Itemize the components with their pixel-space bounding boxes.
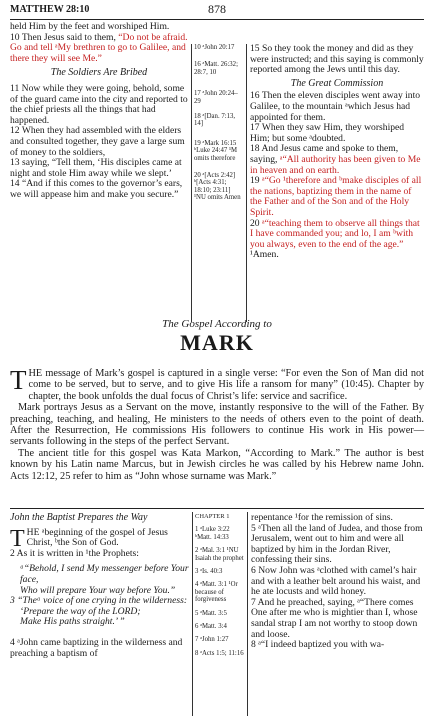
chapter-label: CHAPTER 1	[195, 513, 230, 520]
quotation-line: ‘Prepare the way of the LORD;	[20, 605, 141, 617]
verse-7: 7 And he preached, saying, ᵃ“There comes One after me who is mightier than I, whose sandal strap I am not worthy to stoop down and loose.	[251, 596, 418, 640]
verse-3: 3 “Theᵃ voice of one crying in the wilderness:	[10, 595, 188, 607]
verse-15: 15 So they took the money and did as they were instructed; and this saying is commonly reported among the Jews until this day.	[250, 43, 424, 76]
xref-4: 4 ᵃMatt. 3:1 ¹Or because of forgiveness	[195, 581, 238, 604]
section-rule	[10, 508, 424, 509]
words-of-christ: “Do not be afraid. Go and tell ᵃMy brethren to go to Galilee, and there they will see Me.”	[10, 31, 188, 64]
section-heading-soldiers: The Soldiers Are Bribed	[50, 67, 148, 79]
words-of-christ: ᵃ“Go ¹therefore and ᵇmake disciples of all the nations, baptizing them in the name of the Father and of the Son and of the Holy Spirit.	[250, 175, 422, 218]
intro-paragraph-1: THE message of Mark’s gospel is captured in a single verse: “For even the Son of Man did not come to be served, but to serve, and to give His life a ransom for many” (10:45). Chapter by chapter, the book unfolds the dual focus of Christ’s life: service and sacrifice.	[10, 365, 424, 402]
book-title: MARK	[180, 330, 254, 355]
xref-5: 5 ᵃMatt. 3:5	[195, 609, 227, 617]
verse-12: 12 When they had assembled with the elders and consulted together, they gave a large sum of money to the soldiers,	[10, 125, 185, 158]
drop-cap: T	[10, 525, 25, 552]
header-rule	[10, 19, 424, 20]
cross-reference-column	[195, 513, 245, 659]
quotation-line: ᵃ“Behold, I send My messenger before Your face,	[20, 563, 189, 585]
verse-6: 6 Now John was ᵃclothed with camel’s hair and with a leather belt around his waist, and he ate locusts and wild honey.	[251, 564, 421, 598]
quotation-line: Who will prepare Your way before You.”	[20, 584, 176, 596]
xref-3: 3 ᵃIs. 40:3	[195, 568, 223, 576]
running-header	[10, 2, 424, 20]
verse-9-cont: held Him by the feet and worshiped Him.	[10, 21, 170, 32]
verse-11: 11 Now while they were going, behold, some of the guard came into the city and reported to the chief priests all the things that had happened.	[10, 82, 188, 126]
xref-17: 17 ᵃJohn 20:24–29	[194, 90, 238, 105]
section-heading-commission: The Great Commission	[290, 77, 384, 89]
xref-7: 7 ᵃJohn 1:27	[195, 636, 229, 644]
xref-8: 8 ᵃActs 1:5; 11:16	[195, 649, 244, 657]
xref-20: 20 ᵃ[Acts 2:42] ᵇ[Acts 4:31; 18:10; 23:11] ¹NU omits Amen	[194, 172, 241, 202]
verse-4-cont: repentance ¹for the remission of sins.	[251, 512, 393, 523]
column-divider	[192, 512, 193, 716]
xref-10: 10 ᵃJohn 20:17	[194, 44, 235, 51]
verse-10: 10 Then Jesus said to them, “Do not be afraid. Go and tell ᵃMy brethren to go to Galilee, and there they will see Me.”	[10, 31, 188, 64]
verse-13: 13 saying, “Tell them, ‘His disciples came at night and stole Him away while we slept.’	[10, 157, 182, 179]
matthew-left-column	[10, 22, 188, 201]
quotation-line: Make His paths straight.’ ”	[20, 616, 125, 628]
book-introduction	[10, 365, 424, 482]
xref-18: 18 ᵃ[Dan. 7:13, 14]	[194, 113, 236, 128]
verse-16: 16 Then the eleven disciples went away into Galilee, to the mountain ᵃwhich Jesus had appointed for them.	[250, 90, 421, 123]
xref-6: 6 ᵃMatt. 3:4	[195, 623, 227, 631]
xref-19: 19 ᵃMark 16:15 ᵇLuke 24:47 ¹M omits therefore	[194, 139, 238, 162]
xref-2: 2 ᵃMal. 3:1 ¹NU Isaiah the prophet	[195, 547, 244, 562]
words-of-christ: ᵃ“All authority has been given to Me in heaven and on earth.	[250, 153, 421, 176]
mark-right-column	[251, 513, 424, 651]
matthew-right-column	[250, 44, 424, 261]
intro-paragraph-3: The ancient title for this gospel was Kata Markon, “According to Mark.” The author is best known by his Latin name Marcus, but in Jewish circles he was called by his Hebrew name John. Acts 12:12, 25 refer to him as “John whose surname was Mark.”	[10, 447, 424, 482]
drop-cap: T	[10, 365, 27, 395]
header-book-reference: MATTHEW 28:10	[10, 4, 90, 15]
verse-19: 19 ᵃ“Go ¹therefore and ᵇmake disciples of all the nations, baptizing them in the name of the Father and of the Son and of the Holy Spirit.	[250, 175, 422, 218]
verse-8: 8 ᵃ“I indeed baptized you with wa-	[251, 639, 385, 651]
column-divider	[247, 512, 248, 716]
verse-4: 4 ᵃJohn came baptizing in the wilderness and preaching a baptism of	[10, 636, 183, 659]
page-number: 878	[208, 2, 226, 16]
verse-20: 20 ᵃ“teaching them to observe all things that I have commanded you; and lo, I am ᵇwith you always, even to the end of the age.” ¹Amen.	[250, 217, 420, 261]
column-divider	[191, 44, 192, 322]
verse-1: THE ᵃbeginning of the gospel of Jesus Christ, ᵇthe Son of God.	[10, 525, 168, 552]
xref-16: 16 ᵃMatt. 26:32; 28:7, 10	[194, 61, 238, 76]
verse-2: 2 As it is written in ¹the Prophets:	[10, 547, 139, 559]
verse-18: 18 And Jesus came and spoke to them, saying, ᵃ“All authority has been given to Me in heaven and on earth.	[250, 143, 421, 176]
verse-14: 14 “And if this comes to the governor’s ears, we will appease him and make you secure.”	[10, 178, 183, 200]
verse-5: 5 ᵃThen all the land of Judea, and those from Jerusalem, went out to him and were all baptized by him in the Jordan River, confessing their sins.	[251, 522, 423, 566]
cross-reference-column	[194, 44, 244, 204]
section-heading-baptist: John the Baptist Prepares the Way	[10, 512, 148, 523]
xref-1: 1 ᵃLuke 3:22 ᵇMatt. 14:33	[195, 526, 230, 541]
words-of-christ: ᵃ“teaching them to observe all things that I have commanded you; and lo, I am ᵇwith you always, even to the end of the age.”	[250, 217, 420, 250]
intro-paragraph-2: Mark portrays Jesus as a Servant on the move, instantly responsive to the will of the Father. By preaching, teaching, and healing, He ministers to the needs of others even to the point of death. After the Resurrection, He commissions His followers to continue His work in His power— servants following in the steps of the perfect Servant.	[10, 402, 424, 448]
verse-17: 17 When they saw Him, they worshiped Him; but some ᵃdoubted.	[250, 122, 405, 144]
mark-left-column	[10, 512, 190, 659]
book-pre-title: The Gospel According to	[162, 318, 272, 330]
column-divider	[246, 44, 247, 322]
